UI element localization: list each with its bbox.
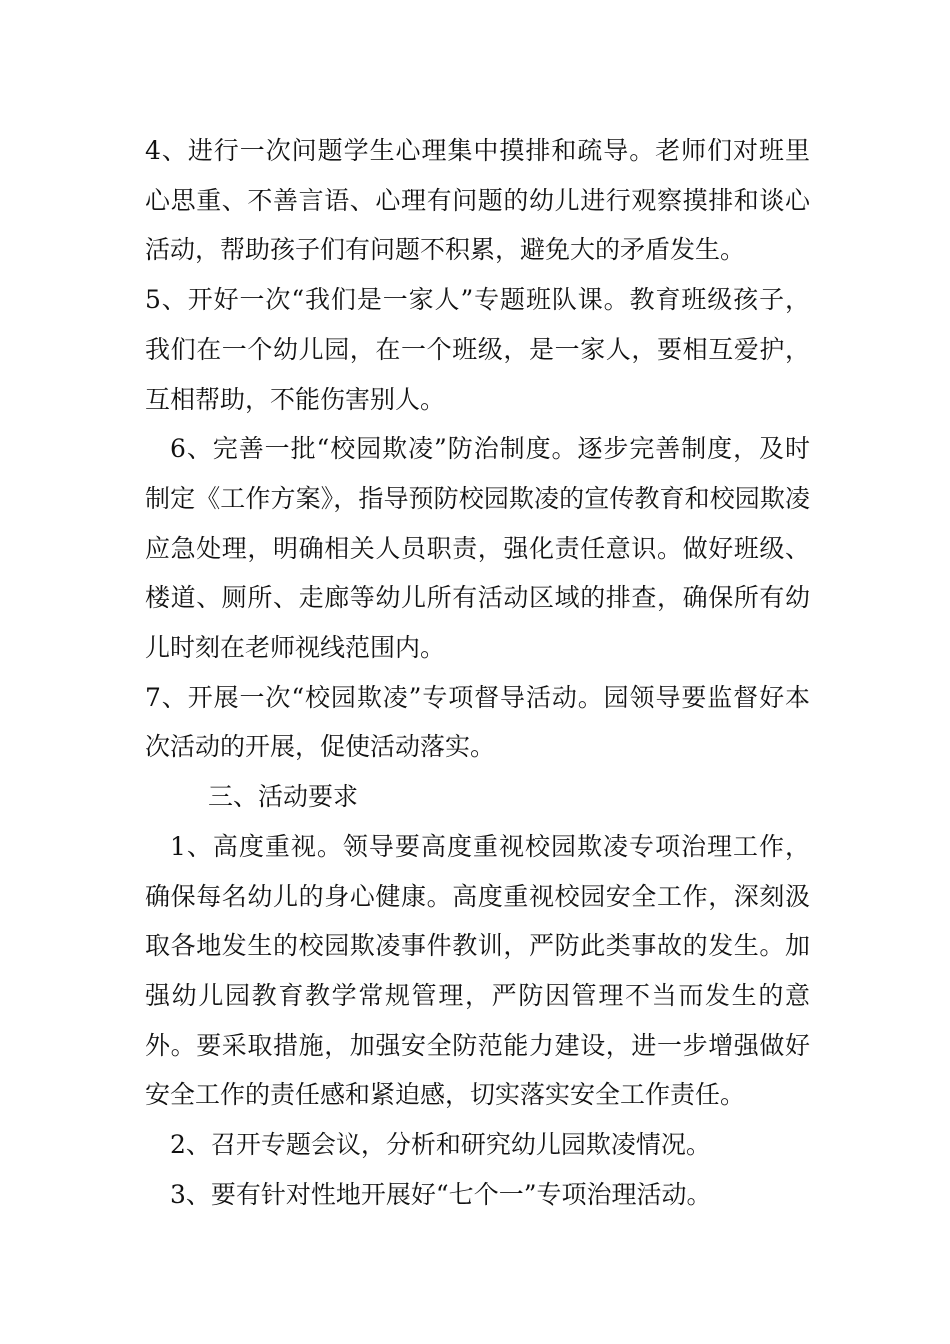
paragraph-item-5: 5、开好一次“我们是一家人”专题班队课。教育班级孩子，我们在一个幼儿园，在一个班级，是一家人，要相互爱护，互相帮助，不能伤害别人。 — [145, 285, 810, 414]
paragraph-item-6: 6、完善一批“校园欺凌”防治制度。逐步完善制度，及时制定《工作方案》，指导预防校园欺凌的宣传教育和校园欺凌应急处理，明确相关人员职责，强化责任意识。做好班级、楼道、厕所、走廊等幼儿所有活动区域的排查，确保所有幼儿时刻在老师视线范围内。 — [145, 434, 810, 663]
requirement-item-2: 2、召开专题会议，分析和研究幼儿园欺凌情况。 — [170, 1130, 711, 1160]
section-heading-requirements: 三、活动要求 — [208, 782, 359, 812]
requirement-item-3: 3、要有针对性地开展好“七个一”专项治理活动。 — [170, 1179, 712, 1209]
document-body — [145, 126, 810, 1219]
paragraph-item-7: 7、开展一次“校园欺凌”专项督导活动。园领导要监督好本次活动的开展，促使活动落实。 — [145, 682, 810, 762]
requirement-item-1: 1、高度重视。领导要高度重视校园欺凌专项治理工作，确保每名幼儿的身心健康。高度重视校园安全工作，深刻汲取各地发生的校园欺凌事件教训，严防此类事故的发生。加强幼儿园教育教学常规管理，严防因管理不当而发生的意外。要采取措施，加强安全防范能力建设，进一步增强做好安全工作的责任感和紧迫感，切实落实安全工作责任。 — [145, 831, 810, 1110]
paragraph-item-4: 4、进行一次问题学生心理集中摸排和疏导。老师们对班里心思重、不善言语、心理有问题的幼儿进行观察摸排和谈心活动，帮助孩子们有问题不积累，避免大的矛盾发生。 — [145, 136, 810, 265]
